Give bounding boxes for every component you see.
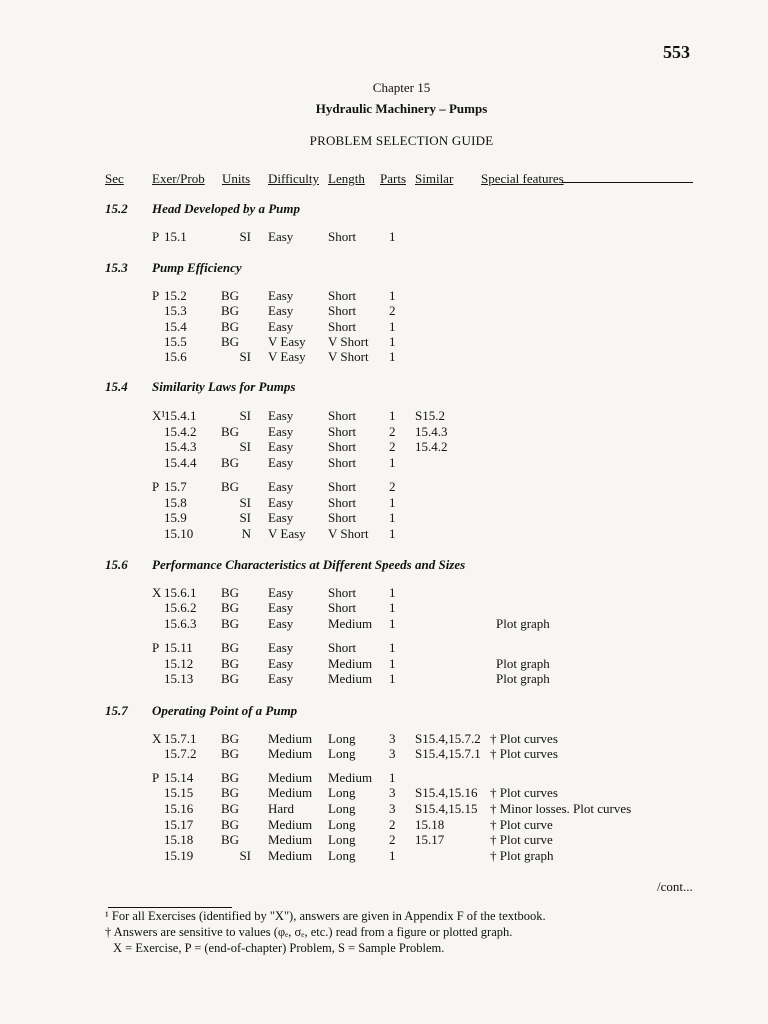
row-difficulty: Easy — [268, 455, 294, 470]
row-parts: 1 — [389, 495, 396, 510]
row-length: Medium — [328, 671, 373, 686]
row-parts: 3 — [389, 746, 396, 761]
chapter-title: Hydraulic Machinery – Pumps — [315, 101, 488, 116]
row-similar: 15.4.3 — [415, 424, 448, 439]
row-difficulty: Easy — [268, 585, 294, 600]
section-number: 15.7 — [105, 703, 128, 718]
row-prefix: P — [152, 229, 160, 244]
row-id: 15.2 — [164, 288, 187, 303]
row-length: Short — [328, 288, 357, 303]
row-units-si: N — [241, 526, 251, 541]
row-difficulty: Easy — [268, 408, 294, 423]
row-difficulty: Easy — [268, 439, 294, 454]
row-id: 15.4.1 — [164, 408, 197, 423]
row-parts: 1 — [389, 770, 396, 785]
continued-note: /cont... — [657, 879, 693, 894]
row-length: Short — [328, 229, 357, 244]
row-units-bg: BG — [221, 656, 240, 671]
row-parts: 1 — [389, 229, 396, 244]
section-number: 15.4 — [105, 379, 128, 394]
row-units-bg: BG — [221, 746, 240, 761]
section-title: Pump Efficiency — [152, 260, 242, 275]
row-length: Long — [328, 731, 356, 746]
row-difficulty: Easy — [268, 229, 294, 244]
row-id: 15.18 — [164, 832, 194, 847]
row-parts: 1 — [389, 656, 396, 671]
row-similar: 15.18 — [415, 817, 445, 832]
row-units-bg: BG — [221, 585, 240, 600]
header-units: Units — [222, 171, 251, 186]
row-parts: 1 — [389, 600, 396, 615]
row-special: Plot graph — [496, 671, 550, 686]
row-length: Medium — [328, 616, 373, 631]
row-difficulty: V Easy — [268, 334, 306, 349]
row-parts: 1 — [389, 526, 396, 541]
section-title: Head Developed by a Pump — [152, 201, 301, 216]
row-length: Long — [328, 832, 356, 847]
row-length: Long — [328, 785, 356, 800]
row-units-bg: BG — [221, 334, 240, 349]
row-id: 15.6.1 — [164, 585, 197, 600]
row-parts: 2 — [389, 817, 396, 832]
row-id: 15.7.1 — [164, 731, 197, 746]
row-similar: S15.4,15.7.1 — [415, 746, 481, 761]
row-id: 15.15 — [164, 785, 194, 800]
row-units-bg: BG — [221, 303, 240, 318]
row-id: 15.7.2 — [164, 746, 197, 761]
row-difficulty: Easy — [268, 616, 294, 631]
row-difficulty: Medium — [268, 731, 313, 746]
row-difficulty: V Easy — [268, 349, 306, 364]
row-parts: 3 — [389, 731, 396, 746]
row-difficulty: Medium — [268, 848, 313, 863]
row-difficulty: Easy — [268, 600, 294, 615]
row-parts: 1 — [389, 334, 396, 349]
row-special: Plot graph — [496, 616, 550, 631]
row-parts: 3 — [389, 785, 396, 800]
row-id: 15.4.3 — [164, 439, 197, 454]
row-length: Short — [328, 495, 357, 510]
row-id: 15.12 — [164, 656, 194, 671]
row-id: 15.6 — [164, 349, 187, 364]
row-special: † Plot curve — [490, 817, 553, 832]
row-units-bg: BG — [221, 455, 240, 470]
row-parts: 1 — [389, 671, 396, 686]
header-similar: Similar — [415, 171, 454, 186]
row-units-si: SI — [239, 349, 251, 364]
row-id: 15.5 — [164, 334, 187, 349]
row-parts: 1 — [389, 510, 396, 525]
row-id: 15.4.2 — [164, 424, 197, 439]
header-sec: Sec — [105, 171, 124, 186]
row-special: † Plot curves — [490, 785, 558, 800]
row-difficulty: Easy — [268, 288, 294, 303]
row-units-si: SI — [239, 510, 251, 525]
row-length: Short — [328, 600, 357, 615]
row-length: Short — [328, 585, 357, 600]
header-exer: Exer/Prob — [152, 171, 205, 186]
row-id: 15.6.3 — [164, 616, 197, 631]
row-units-si: SI — [239, 848, 251, 863]
footnote-rule — [108, 907, 232, 908]
header-length: Length — [328, 171, 365, 186]
row-length: Medium — [328, 656, 373, 671]
row-units-bg: BG — [221, 640, 240, 655]
row-units-bg: BG — [221, 832, 240, 847]
row-prefix: P — [152, 640, 160, 655]
row-parts: 3 — [389, 801, 396, 816]
row-similar: 15.17 — [415, 832, 445, 847]
section-number: 15.3 — [105, 260, 128, 275]
row-parts: 2 — [389, 479, 396, 494]
row-length: Long — [328, 817, 356, 832]
row-special: † Plot graph — [490, 848, 554, 863]
row-similar: S15.4,15.16 — [415, 785, 478, 800]
row-length: V Short — [328, 349, 369, 364]
footnote-dagger: † Answers are sensitive to values (φₑ, σₑ, etc.) read from a figure or plotted graph. — [105, 925, 513, 939]
row-parts: 1 — [389, 319, 396, 334]
row-length: Short — [328, 319, 357, 334]
row-units-bg: BG — [221, 600, 240, 615]
row-units-si: SI — [239, 229, 251, 244]
row-difficulty: Easy — [268, 510, 294, 525]
row-id: 15.4.4 — [164, 455, 197, 470]
row-parts: 1 — [389, 585, 396, 600]
row-length: Medium — [328, 770, 373, 785]
row-units-bg: BG — [221, 817, 240, 832]
section-title: Operating Point of a Pump — [152, 703, 298, 718]
row-length: Short — [328, 408, 357, 423]
row-similar: S15.2 — [415, 408, 445, 423]
section-number: 15.6 — [105, 557, 128, 572]
row-length: V Short — [328, 526, 369, 541]
row-id: 15.16 — [164, 801, 194, 816]
row-parts: 1 — [389, 848, 396, 863]
row-parts: 1 — [389, 288, 396, 303]
row-parts: 1 — [389, 455, 396, 470]
row-units-bg: BG — [221, 770, 240, 785]
row-units-bg: BG — [221, 288, 240, 303]
row-parts: 2 — [389, 832, 396, 847]
section-number: 15.2 — [105, 201, 128, 216]
row-difficulty: Easy — [268, 495, 294, 510]
row-id: 15.19 — [164, 848, 194, 863]
row-special: † Plot curves — [490, 731, 558, 746]
row-similar: 15.4.2 — [415, 439, 448, 454]
row-difficulty: Medium — [268, 832, 313, 847]
row-difficulty: Easy — [268, 303, 294, 318]
guide-title: PROBLEM SELECTION GUIDE — [309, 133, 494, 148]
header-special: Special features — [481, 171, 564, 186]
row-difficulty: Easy — [268, 640, 294, 655]
row-difficulty: Hard — [268, 801, 294, 816]
row-difficulty: Medium — [268, 817, 313, 832]
section-title: Similarity Laws for Pumps — [152, 379, 296, 394]
row-length: Short — [328, 439, 357, 454]
row-length: Short — [328, 303, 357, 318]
row-special: Plot graph — [496, 656, 550, 671]
row-difficulty: Medium — [268, 770, 313, 785]
row-parts: 2 — [389, 439, 396, 454]
row-special: † Plot curve — [490, 832, 553, 847]
row-difficulty: V Easy — [268, 526, 306, 541]
row-id: 15.1 — [164, 229, 187, 244]
row-difficulty: Medium — [268, 746, 313, 761]
row-similar: S15.4,15.7.2 — [415, 731, 481, 746]
row-length: Long — [328, 746, 356, 761]
row-prefix: X — [152, 731, 162, 746]
row-id: 15.10 — [164, 526, 194, 541]
row-id: 15.13 — [164, 671, 194, 686]
footnote-legend: X = Exercise, P = (end-of-chapter) Problem, S = Sample Problem. — [113, 941, 445, 955]
section-title: Performance Characteristics at Different Speeds and Sizes — [152, 557, 466, 572]
row-special: † Plot curves — [490, 746, 558, 761]
row-id: 15.3 — [164, 303, 187, 318]
row-length: V Short — [328, 334, 369, 349]
row-id: 15.7 — [164, 479, 187, 494]
row-id: 15.6.2 — [164, 600, 197, 615]
row-units-si: SI — [239, 439, 251, 454]
row-parts: 1 — [389, 349, 396, 364]
row-length: Short — [328, 455, 357, 470]
row-units-si: SI — [239, 408, 251, 423]
row-units-bg: BG — [221, 616, 240, 631]
header-parts: Parts — [380, 171, 406, 186]
row-difficulty: Easy — [268, 319, 294, 334]
row-units-si: SI — [239, 495, 251, 510]
row-length: Short — [328, 479, 357, 494]
row-similar: S15.4,15.15 — [415, 801, 478, 816]
row-difficulty: Easy — [268, 671, 294, 686]
row-parts: 1 — [389, 616, 396, 631]
row-prefix: X — [152, 585, 162, 600]
row-prefix: X¹ — [152, 408, 166, 423]
row-prefix: P — [152, 479, 160, 494]
row-length: Long — [328, 848, 356, 863]
row-id: 15.9 — [164, 510, 187, 525]
row-id: 15.8 — [164, 495, 187, 510]
row-parts: 1 — [389, 408, 396, 423]
header-difficulty: Difficulty — [268, 171, 320, 186]
row-difficulty: Medium — [268, 785, 313, 800]
row-parts: 2 — [389, 303, 396, 318]
row-units-bg: BG — [221, 785, 240, 800]
row-units-bg: BG — [221, 801, 240, 816]
header-rule — [562, 182, 693, 183]
row-units-bg: BG — [221, 424, 240, 439]
row-id: 15.11 — [164, 640, 193, 655]
row-id: 15.4 — [164, 319, 187, 334]
row-units-bg: BG — [221, 671, 240, 686]
row-length: Short — [328, 640, 357, 655]
row-units-bg: BG — [221, 479, 240, 494]
page-number: 553 — [663, 42, 690, 62]
row-prefix: P — [152, 770, 160, 785]
row-length: Short — [328, 424, 357, 439]
row-difficulty: Easy — [268, 656, 294, 671]
chapter-label: Chapter 15 — [372, 80, 431, 95]
row-id: 15.14 — [164, 770, 194, 785]
row-length: Short — [328, 510, 357, 525]
row-difficulty: Easy — [268, 424, 294, 439]
row-parts: 2 — [389, 424, 396, 439]
row-parts: 1 — [389, 640, 396, 655]
row-special: † Minor losses. Plot curves — [490, 801, 632, 816]
footnote-exercises: ¹ For all Exercises (identified by "X"), answers are given in Appendix F of the textbook. — [105, 909, 546, 923]
row-difficulty: Easy — [268, 479, 294, 494]
row-length: Long — [328, 801, 356, 816]
row-id: 15.17 — [164, 817, 194, 832]
row-units-bg: BG — [221, 319, 240, 334]
row-prefix: P — [152, 288, 160, 303]
row-units-bg: BG — [221, 731, 240, 746]
